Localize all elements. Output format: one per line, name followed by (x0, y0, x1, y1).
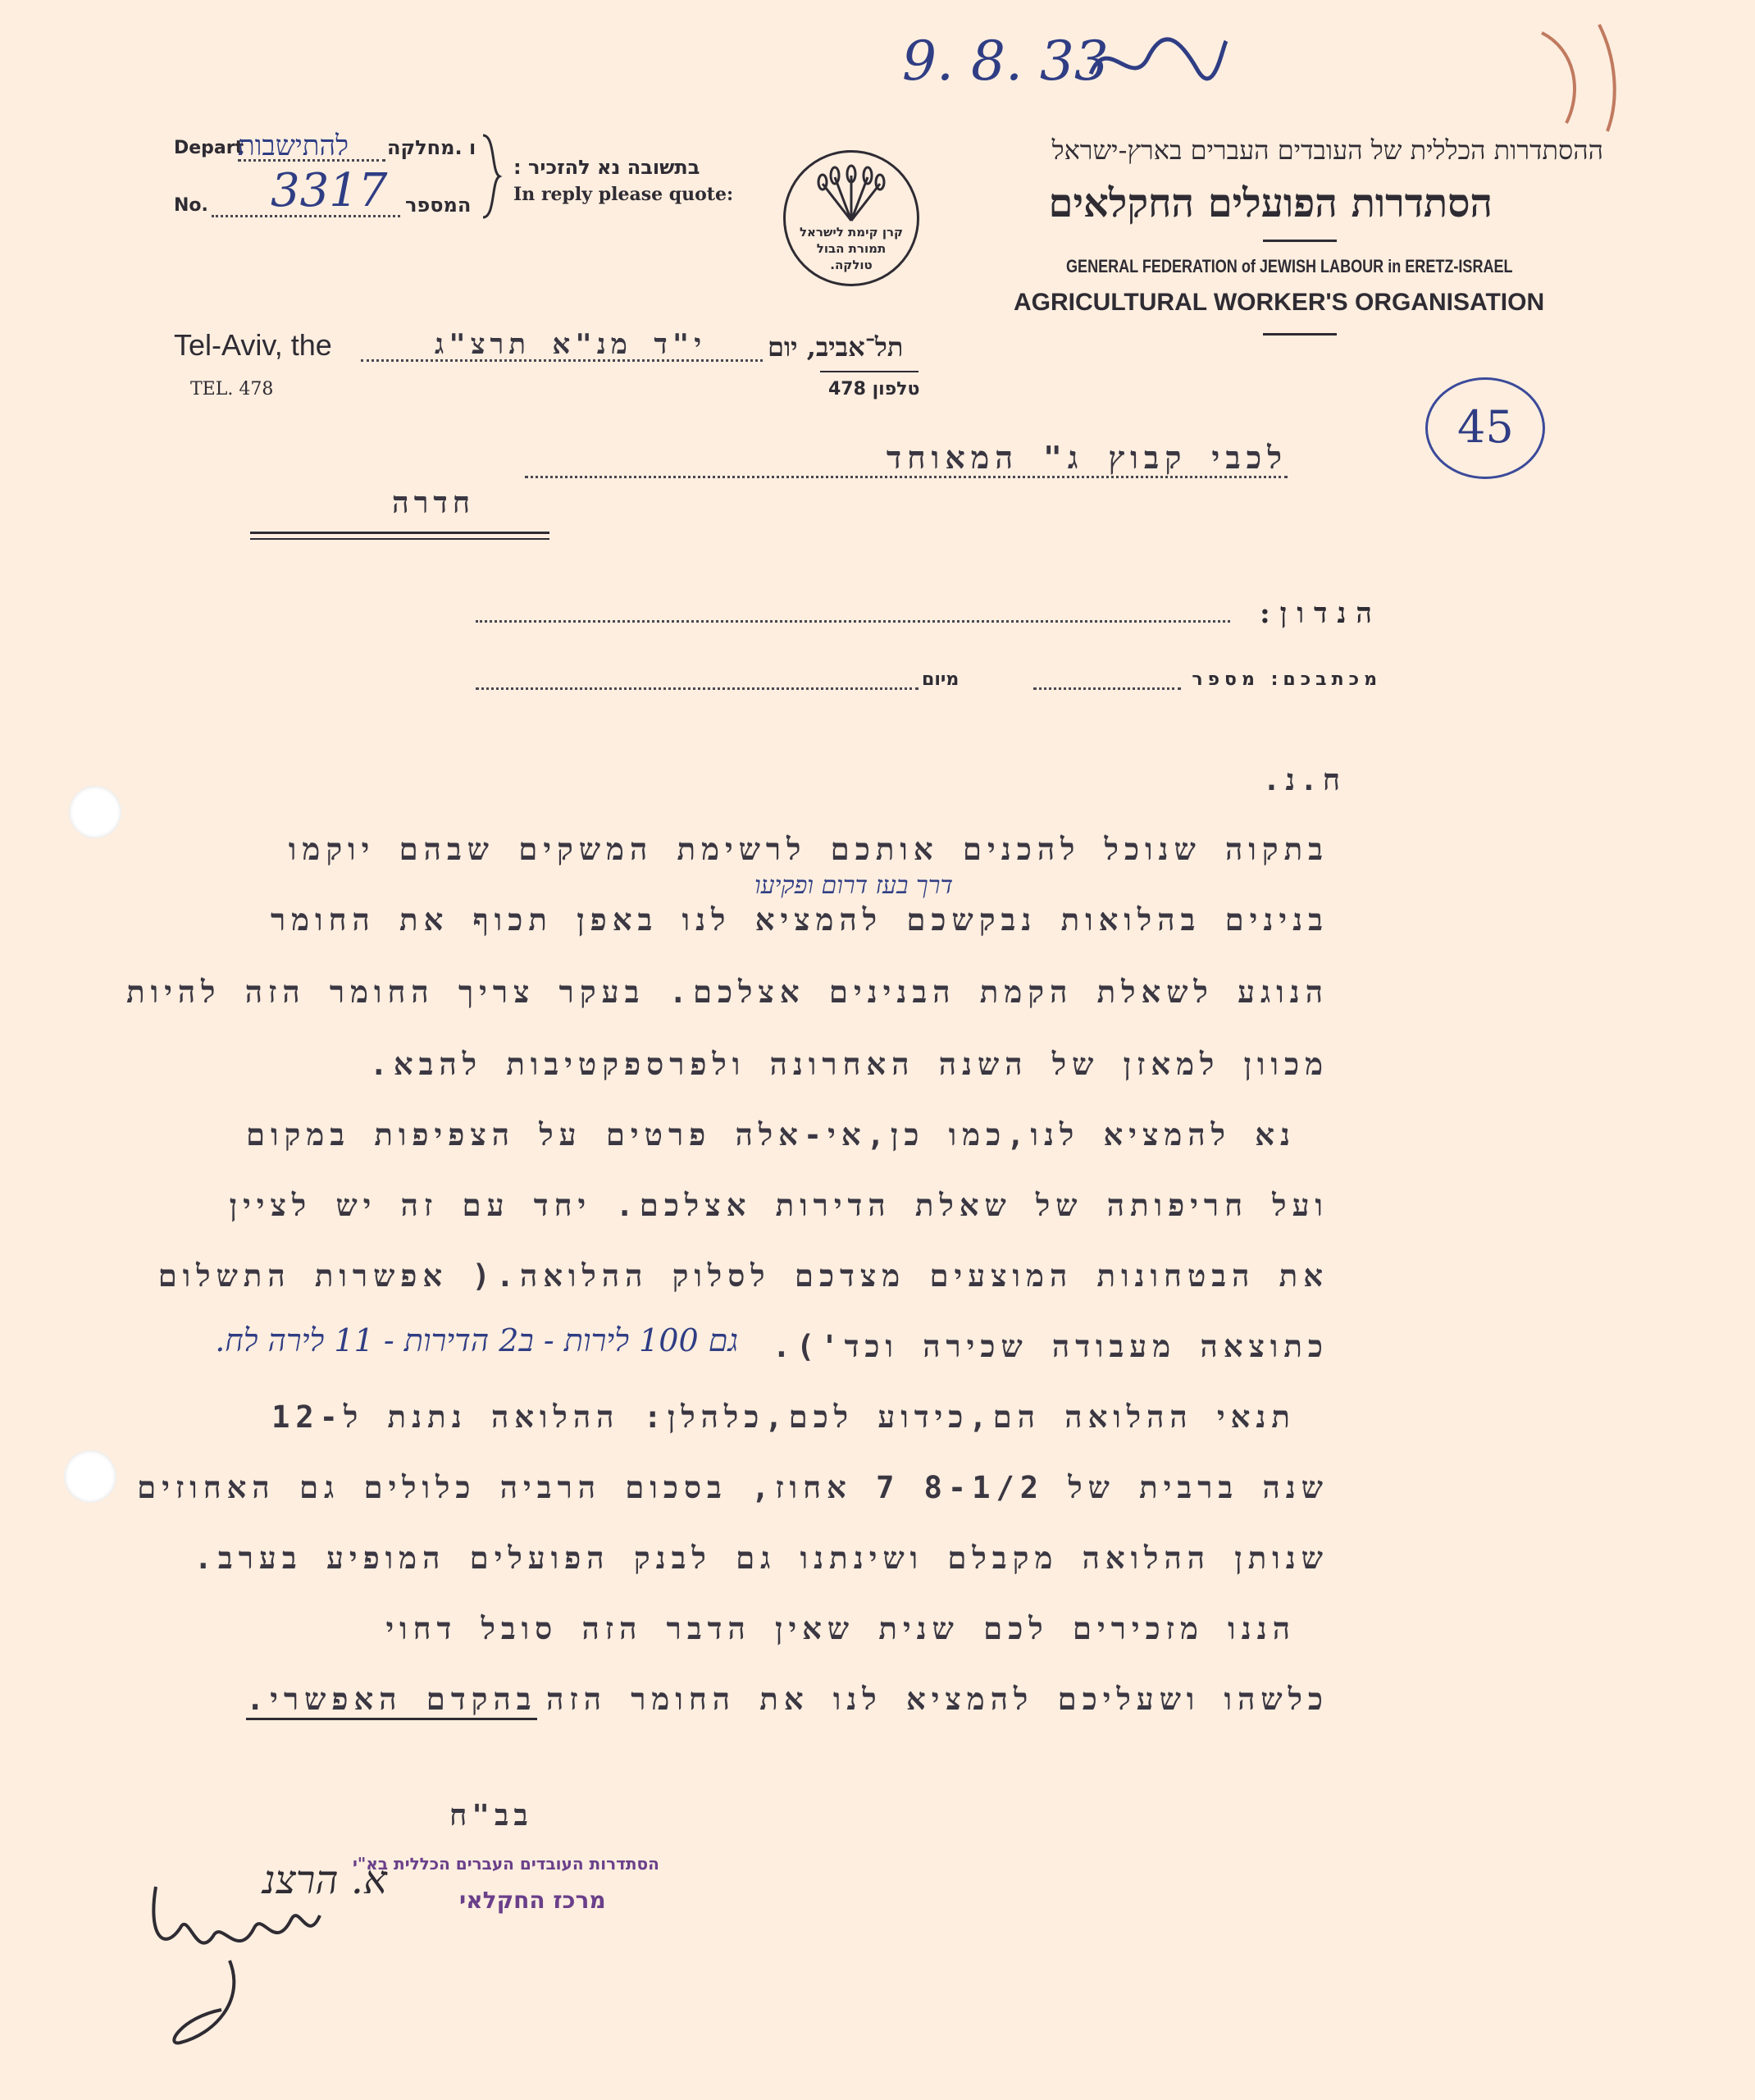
body-line-3: הנוגע לשאלת הקמת הבנינים אצלכם. בעקר צריך החומר הזה להיות (126, 975, 1329, 1010)
department-value: להתישבות (238, 130, 349, 162)
letterhead-rule-2 (1263, 333, 1337, 336)
emblem-line3: טולקה. (830, 258, 873, 272)
circled-number (1425, 377, 1545, 479)
brace-icon (479, 131, 504, 221)
greeting: ח.נ. (1262, 764, 1345, 797)
recipient-line1: לכבי קבוץ ג" המאוחד (886, 440, 1288, 476)
emblem-line1: קרן קימת לישראל (799, 225, 904, 240)
handwritten-date: 9. 8. 33 (902, 30, 1109, 93)
handwritten-note: גם 100 לירות - ב2 הדירות - 11 לירה לח. (215, 1322, 738, 1358)
punch-hole-upper (69, 786, 121, 838)
handwritten-scribble-icon (1083, 25, 1230, 98)
number-label-he: המספר (405, 194, 472, 217)
department-label-en: Depart (174, 138, 244, 158)
body-line-11: שנותן ההלואה מקבלם ושינתנו גם לבנק הפועלים המופיע בערב. (194, 1541, 1329, 1576)
letterhead-line4: AGRICULTURAL WORKER'S ORGANISATION (1014, 289, 1545, 316)
wheat-sheaf-icon (786, 159, 917, 225)
date-value: י"ד מנ"א תרצ"ג (435, 328, 707, 361)
city-label-he: תל־אביב, יום (768, 331, 904, 363)
body-line-10: שנה ברבית של 8-1/2 7 אחוז, בסכום הרביה כלולים גם האחוזים (137, 1470, 1329, 1505)
tel-he-underline (820, 371, 919, 372)
handwritten-signature-icon (131, 1838, 385, 2067)
body-line-8: כתוצאה מעבודה שכירה וכד'). (772, 1329, 1329, 1364)
signature-initial: א. הרצנ (262, 1857, 387, 1903)
emblem-line2: תמורת הבול (816, 241, 887, 256)
tel-en: TEL. 478 (190, 379, 274, 399)
number-label-en: No. (174, 195, 208, 216)
department-label-he: ו .מחלקה (387, 136, 476, 159)
letterhead-line2: הסתדרות הפועלים החקלאים (1048, 180, 1493, 226)
letter-ref-label: מכתבכם: מספר (1192, 669, 1382, 690)
stamp-line1: הסתדרות העובדים העברים הכללית בא"י (353, 1854, 659, 1874)
letter-date-dotline (476, 687, 919, 690)
body-line-14-emphasis: בהקדם האפשרי. (246, 1682, 537, 1720)
subject-label: הנדון: (1260, 597, 1382, 630)
letter-date-label: מיום (922, 669, 960, 690)
recipient-line2: חדרה (392, 486, 476, 520)
recipient-underline (250, 532, 549, 540)
tel-he: טלפון 478 (828, 379, 920, 399)
reply-quote-en: In reply please quote: (513, 184, 734, 205)
body-line-5: נא להמציא לנו,כמו כן,אי-אלה פרטים על הצפיפות במקום (246, 1117, 1296, 1153)
body-line-12: הננו מזכירים לכם שנית שאין הדבר הזה סובל דחוי (385, 1611, 1296, 1646)
body-line-7: את הבטחונות המוצעים מצדכם לסלוק ההלואה.( אפשרות התשלום (157, 1258, 1329, 1294)
letter-number-dotline (1033, 687, 1181, 690)
reply-quote-he: בתשובה נא להזכיר : (513, 156, 700, 179)
stamp-line2: מרכז החקלאי (459, 1887, 606, 1914)
number-value: 3317 (271, 164, 388, 217)
letterhead-line3: GENERAL FEDERATION of JEWISH LABOUR in ERETZ-ISRAEL (1066, 256, 1513, 276)
subject-dotline (476, 620, 1230, 623)
corner-pencil-mark-icon (1525, 16, 1640, 139)
letterhead-rule-1 (1263, 240, 1337, 242)
closing: בב"ח (449, 1799, 533, 1833)
body-line-1: בתקוה שנוכל להכנים אותכם לרשימת המשקים שבהם יוקמו (288, 832, 1329, 867)
letterhead-line1: ההסתדרות הכללית של העובדים העברים בארץ-ישראל (1051, 135, 1603, 166)
body-line-9: תנאי ההלואה הם,כידוע לכם,כלהלן: ההלואה נתנת ל-12 (271, 1399, 1296, 1435)
circled-number-text: 45 (1457, 401, 1514, 453)
body-line-4: מכוון למאזן של השנה האחרונה ולפרספקטיבות להבא. (369, 1047, 1329, 1082)
body-line-6: ועל חריפותה של שאלת הדירות אצלכם. יחד עם זה יש לציין (229, 1188, 1329, 1223)
body-line-2: בנינים בהלואות נבקשכם להמציא לנו באפן תכוף את החומר (271, 902, 1329, 938)
body-line-13: כלשהו ושעליכם להמציא לנו את החומר הזה (546, 1682, 1329, 1717)
city-label-en: Tel-Aviv, the (174, 328, 332, 362)
number-dotline (212, 215, 400, 217)
punch-hole-lower (64, 1450, 116, 1503)
handwritten-insert: דרך בעז דרום ופקיעו (754, 871, 953, 900)
emblem-seal (783, 150, 919, 286)
department-dotline (238, 159, 385, 162)
